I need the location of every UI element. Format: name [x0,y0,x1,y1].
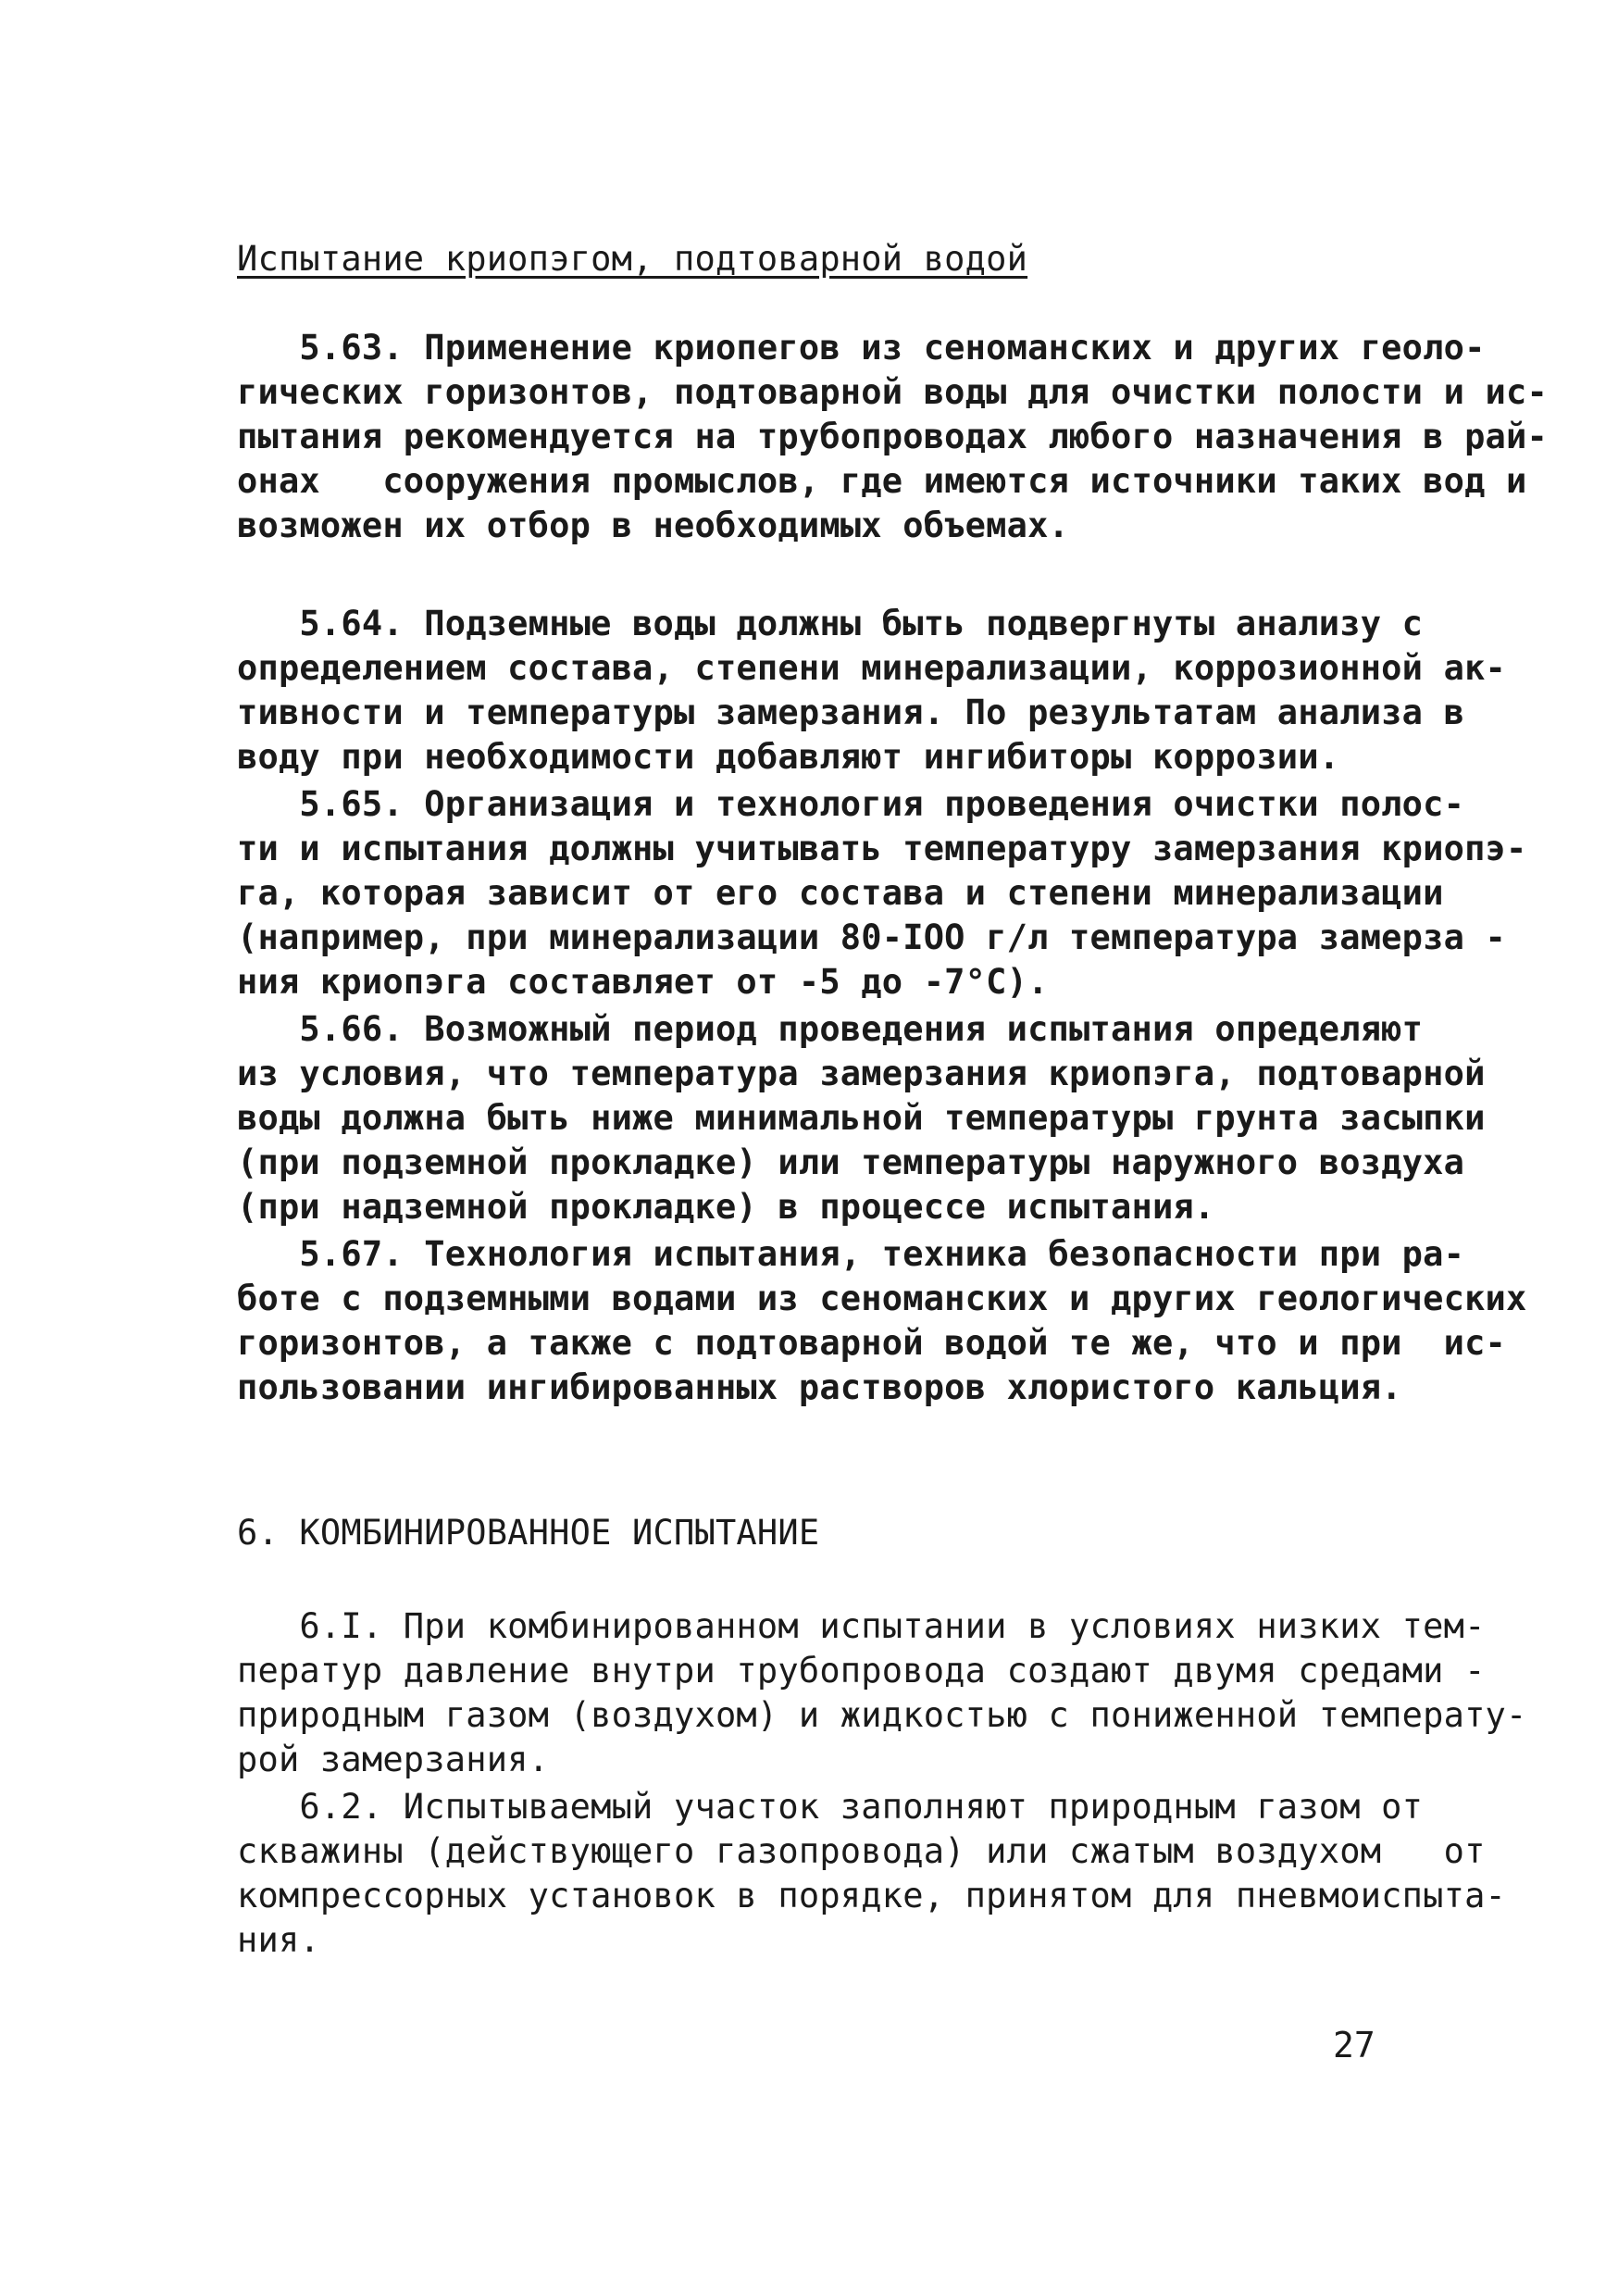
text-line: природным газом (воздухом) и жидкостью с пониженной температу- [237,1695,1527,1735]
text-line: рой замерзания. [237,1740,550,1779]
text-line: 6.I. При комбинированном испытании в условиях низких тем- [237,1606,1486,1646]
text-line: 6.2. Испытываемый участок заполняют природным газом от [237,1787,1424,1827]
text-line: (например, при минерализации 80-IOO г/л температура замерза - [237,917,1507,957]
text-line: воду при необходимости добавляют ингибиторы коррозии. [237,737,1340,777]
text-line: ния криопэга составляет от -5 до -7°С). [237,962,1049,1002]
chapter-heading: 6. КОМБИНИРОВАННОЕ ИСПЫТАНИЕ [237,1513,820,1553]
text-line: (при надземной прокладке) в процессе испытания. [237,1187,1215,1227]
text-line: гических горизонтов, подтоварной воды для очистки полости и ис- [237,372,1548,412]
text-line: боте с подземными водами из сеноманских и других геологических [237,1279,1527,1318]
text-line: ти и испытания должны учитывать температуру замерзания криопэ- [237,829,1527,868]
text-line: воды должна быть ниже минимальной температуры грунта засыпки [237,1098,1486,1138]
page-number: 27 [1333,2025,1375,2065]
text-line: га, которая зависит от его состава и степени минерализации [237,873,1444,913]
text-line: пользовании ингибированных растворов хлористого кальция. [237,1367,1402,1407]
text-line: (при подземной прокладке) или температуры наружного воздуха [237,1142,1465,1182]
text-line: 5.66. Возможный период проведения испытания определяют [237,1009,1424,1049]
text-line: 5.63. Применение криопегов из сеноманских и других геоло- [237,328,1486,368]
text-line: онах сооружения промыслов, где имеются источники таких вод и [237,461,1527,501]
text-line: возможен их отбор в необходимых объемах. [237,505,1070,545]
section-heading: Испытание криопэгом, подтоварной водой [237,239,1028,279]
text-line: горизонтов, а также с подтоварной водой те же, что и при ис- [237,1323,1507,1363]
text-line: пытания рекомендуется на трубопроводах любого назначения в рай- [237,417,1548,456]
text-line: из условия, что температура замерзания криопэга, подтоварной [237,1054,1486,1093]
text-line: скважины (действующего газопровода) или сжатым воздухом от [237,1831,1486,1871]
text-line: ператур давление внутри трубопровода создают двумя средами - [237,1651,1486,1691]
text-line: 5.64. Подземные воды должны быть подвергнуты анализу с [237,604,1424,643]
text-line: ния. [237,1920,320,1960]
text-line: определением состава, степени минерализации, коррозионной ак- [237,648,1507,688]
text-line: 5.67. Технология испытания, техника безопасности при ра- [237,1234,1465,1274]
text-line: тивности и температуры замерзания. По результатам анализа в [237,693,1465,732]
text-line: компрессорных установок в порядке, принятом для пневмоиспыта- [237,1876,1507,1915]
text-line: 5.65. Организация и технология проведения очистки полос- [237,784,1465,824]
